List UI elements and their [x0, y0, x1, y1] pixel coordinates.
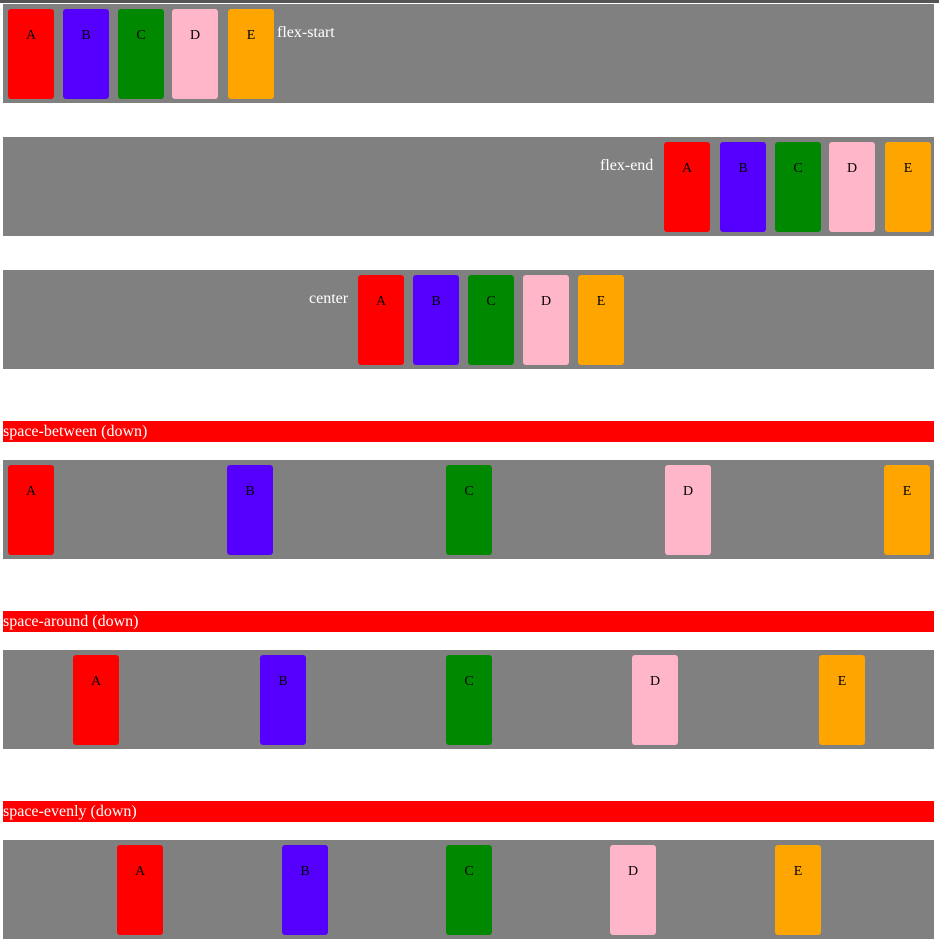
- box-c: C: [775, 142, 821, 232]
- space-between-container: [3, 460, 934, 559]
- box-b: B: [63, 9, 109, 99]
- flex-end-label: flex-end: [600, 157, 654, 174]
- box-b: B: [227, 465, 273, 555]
- space-around-container: [3, 650, 934, 749]
- flex-start-container: [3, 4, 934, 103]
- box-d: D: [610, 845, 656, 935]
- box-c: C: [468, 275, 514, 365]
- box-e: E: [884, 465, 930, 555]
- space-evenly-container: [3, 840, 934, 939]
- center-label: center: [309, 290, 349, 307]
- box-a: A: [8, 9, 54, 99]
- box-a: A: [358, 275, 404, 365]
- box-b: B: [260, 655, 306, 745]
- box-c: C: [446, 845, 492, 935]
- box-d: D: [632, 655, 678, 745]
- box-e: E: [885, 142, 931, 232]
- box-d: D: [523, 275, 569, 365]
- top-border: [0, 0, 939, 3]
- flex-end-container: [3, 137, 934, 236]
- box-c: C: [446, 655, 492, 745]
- center-container: [3, 270, 934, 369]
- box-d: D: [829, 142, 875, 232]
- space-around-banner: space-around (down): [3, 611, 934, 632]
- box-e: E: [819, 655, 865, 745]
- box-b: B: [720, 142, 766, 232]
- box-a: A: [8, 465, 54, 555]
- box-d: D: [172, 9, 218, 99]
- box-b: B: [413, 275, 459, 365]
- box-a: A: [664, 142, 710, 232]
- box-c: C: [118, 9, 164, 99]
- box-d: D: [665, 465, 711, 555]
- box-e: E: [775, 845, 821, 935]
- box-c: C: [446, 465, 492, 555]
- box-e: E: [578, 275, 624, 365]
- box-a: A: [117, 845, 163, 935]
- box-e: E: [228, 9, 274, 99]
- space-evenly-banner: space-evenly (down): [3, 801, 934, 822]
- flex-start-label: flex-start: [277, 24, 335, 41]
- box-a: A: [73, 655, 119, 745]
- box-b: B: [282, 845, 328, 935]
- space-between-banner: space-between (down): [3, 421, 934, 442]
